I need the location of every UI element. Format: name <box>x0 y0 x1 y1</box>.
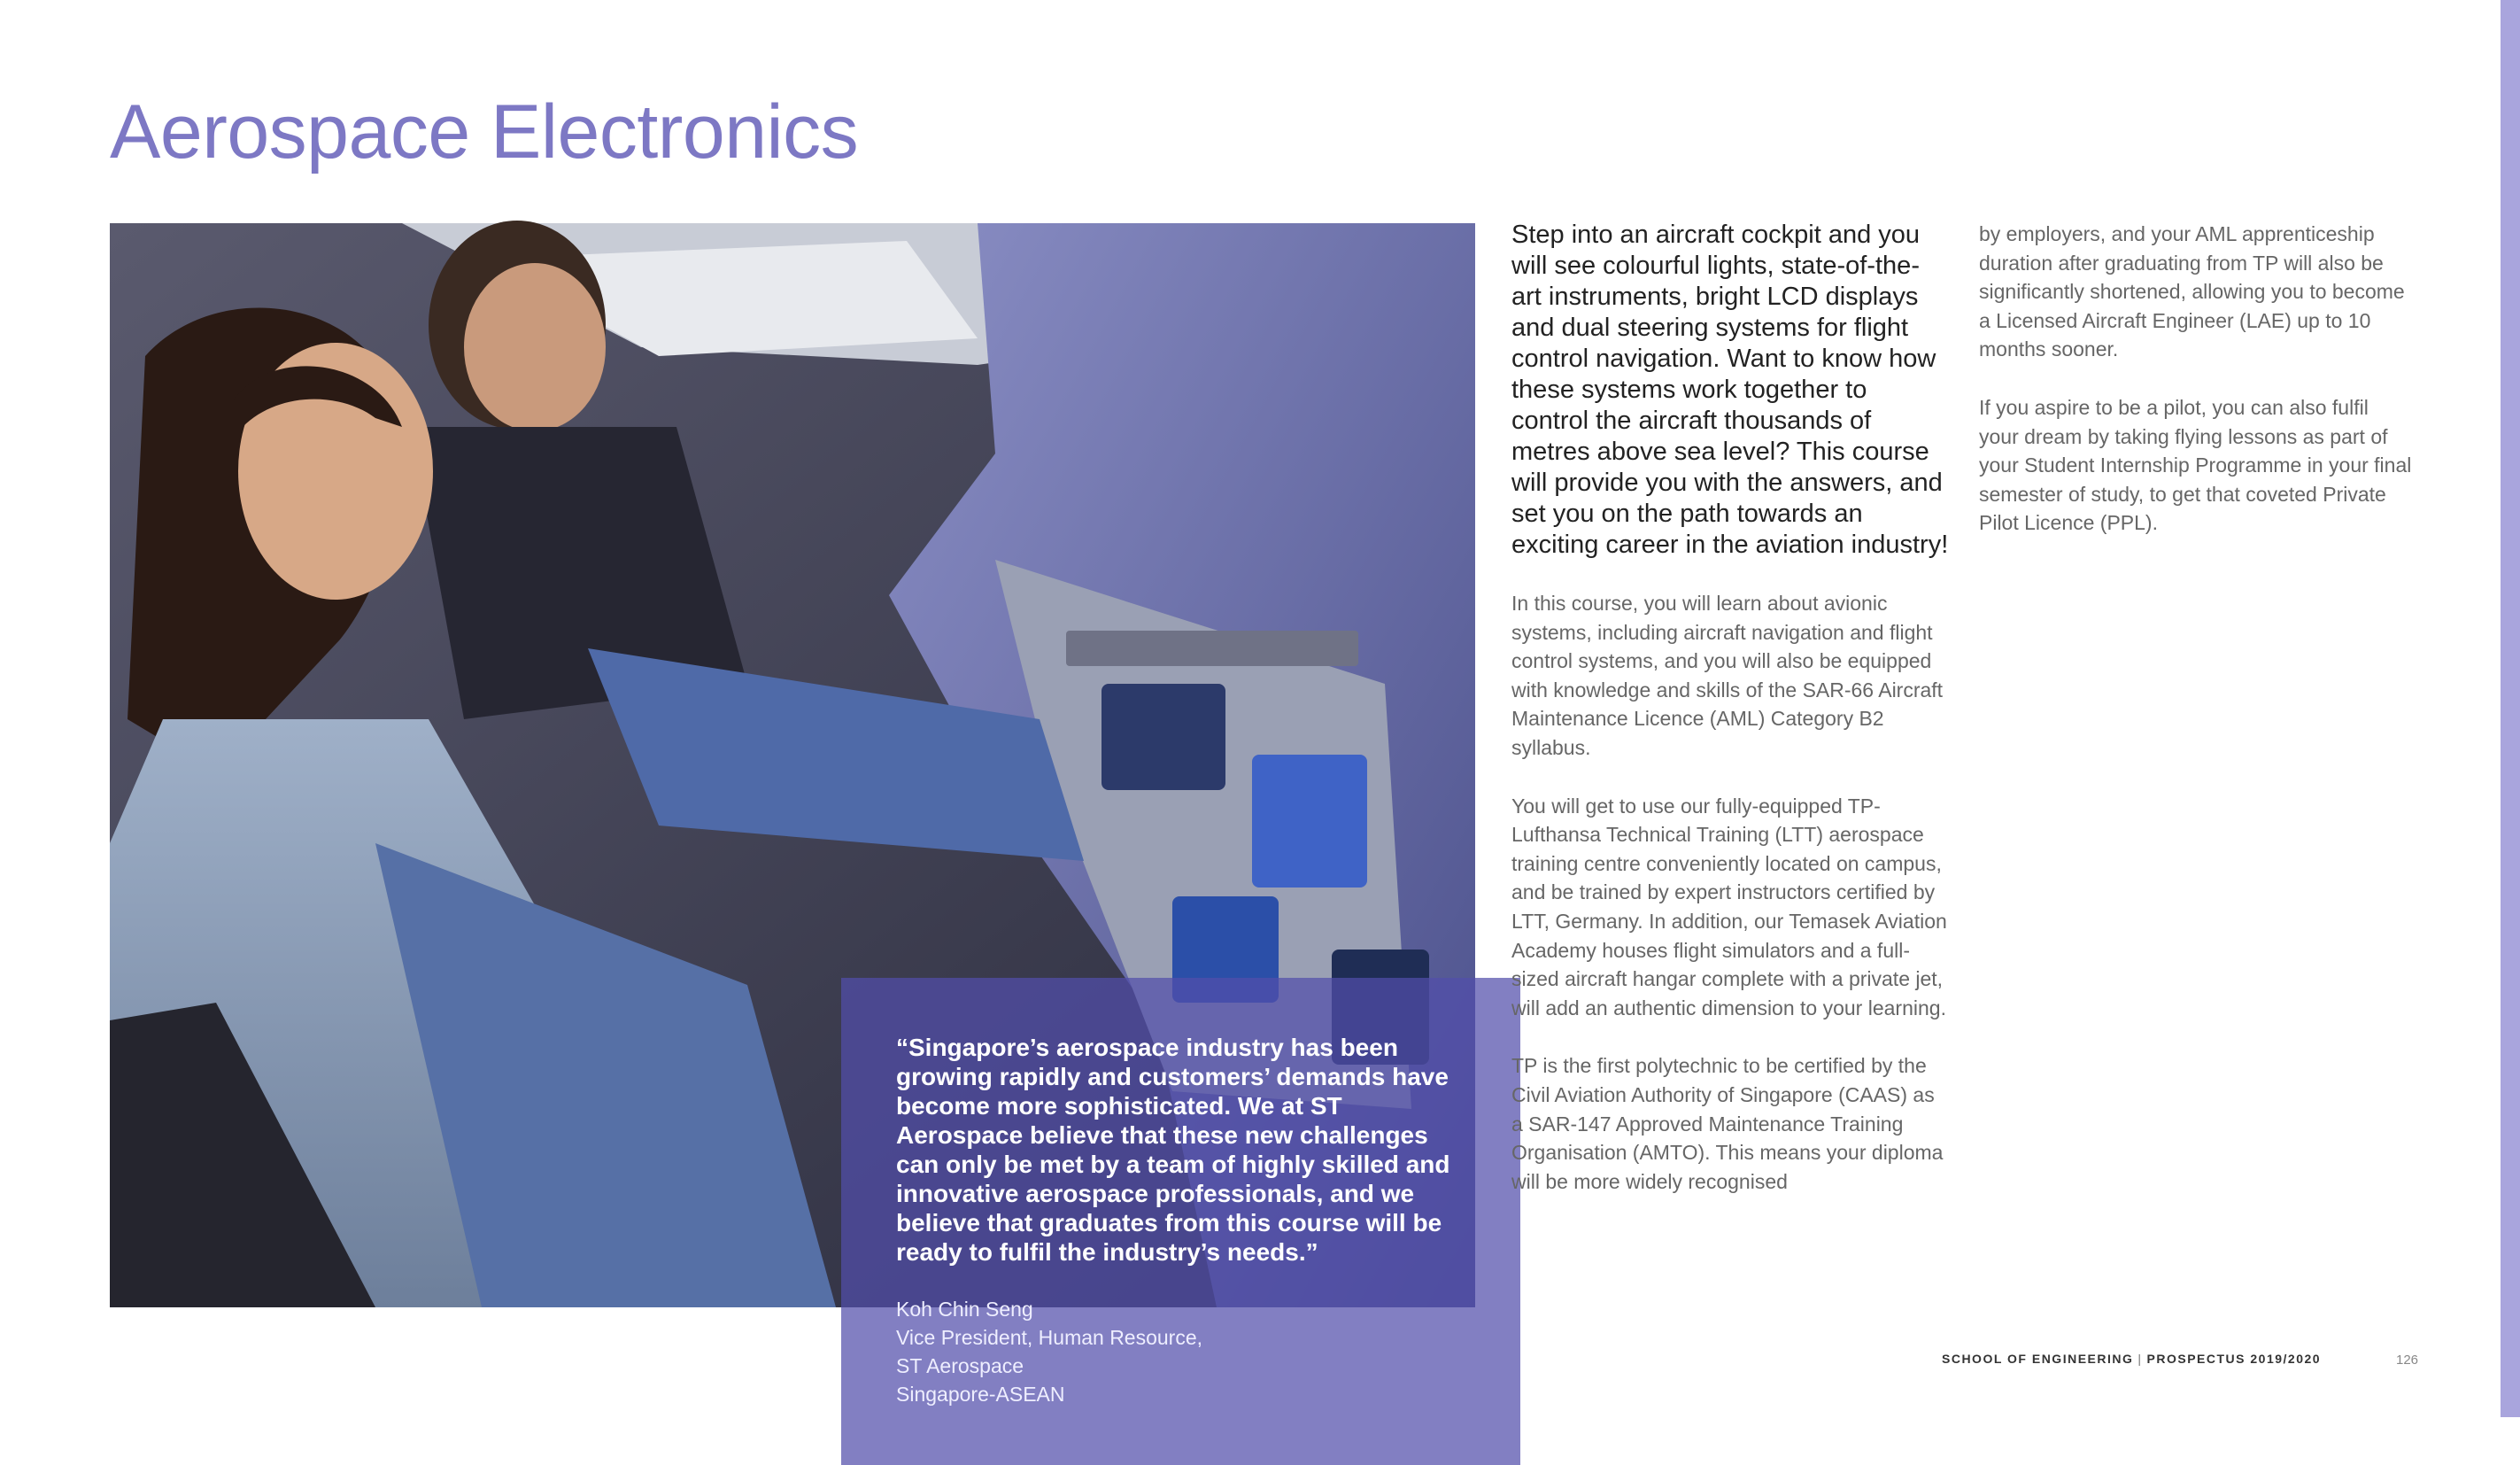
body-paragraph-2: You will get to use our fully-equipped TP-Lufthansa Technical Training (LTT) aerospace training centre conveniently located on campus, and be trained by expert instructors certified by LTT, Germany. In addition, our Temasek Aviation Academy houses flight simulators and a full-sized aircraft hangar complete with a private jet, will add an authentic dimension to your learning. <box>1511 794 1947 1019</box>
lead-paragraph: Step into an aircraft cockpit and you will see colourful lights, state-of-the-art instruments, bright LCD displays and dual steering systems for flight control navigation. Want to know how these systems work together to control the aircraft thousands of metres above sea level? This course will provide you with the answers, and set you on the path towards an exciting career in the aviation industry! <box>1511 221 1949 559</box>
quote-author-company: ST Aerospace <box>896 1354 1024 1377</box>
quote-attribution <box>896 1295 1467 1408</box>
body-paragraph-1: In this course, you will learn about avionic systems, including aircraft navigation and flight control systems, and you will also be equipped with knowledge and skills of the SAR-66 Aircraft Maintenance Licence (AML) Category B2 syllabus. <box>1511 592 1944 759</box>
page-number: 126 <box>2396 1353 2419 1368</box>
quote-author-role: Vice President, Human Resource, <box>896 1326 1203 1349</box>
body-paragraph-5: If you aspire to be a pilot, you can also fulfil your dream by taking flying lessons as part of your Student Internship Programme in your final semester of study, to get that coveted Private Pilot Licence (PPL). <box>1979 395 2412 535</box>
quote-author-name: Koh Chin Seng <box>896 1298 1033 1321</box>
footer-prospectus: PROSPECTUS 2019/2020 <box>2146 1352 2322 1366</box>
testimonial-quote-box <box>841 978 1520 1465</box>
cockpit-photo <box>110 223 1475 1406</box>
body-paragraph-4: by employers, and your AML apprenticeship duration after graduating from TP will also be significantly shortened, allowing you to become a Licensed Aircraft Engineer (LAE) up to 10 months sooner. <box>1979 222 2405 361</box>
page-footer <box>1942 1352 2321 1366</box>
side-accent-bar <box>2501 0 2520 1417</box>
quote-text: “Singapore’s aerospace industry has been growing rapidly and customers’ demands have become more sophisticated. We at ST Aerospace believe that these new challenges can only be met by a team of highly skilled and innovative aerospace professionals, and we believe that graduates from this course will be ready to fulfil the industry’s needs.” <box>896 1034 1450 1266</box>
body-paragraph-3: TP is the first polytechnic to be certified by the Civil Aviation Authority of Singapore (CAAS) as a SAR-147 Approved Maintenance Training Organisation (AMTO). This means your diploma will be more widely recognised <box>1511 1054 1944 1193</box>
quote-author-region: Singapore-ASEAN <box>896 1383 1065 1406</box>
text-column-2 <box>1979 220 2413 567</box>
text-column-1 <box>1511 220 1949 1225</box>
page-title: Aerospace Electronics <box>110 89 859 174</box>
footer-separator: | <box>2137 1352 2143 1366</box>
footer-school: SCHOOL OF ENGINEERING <box>1942 1352 2134 1366</box>
